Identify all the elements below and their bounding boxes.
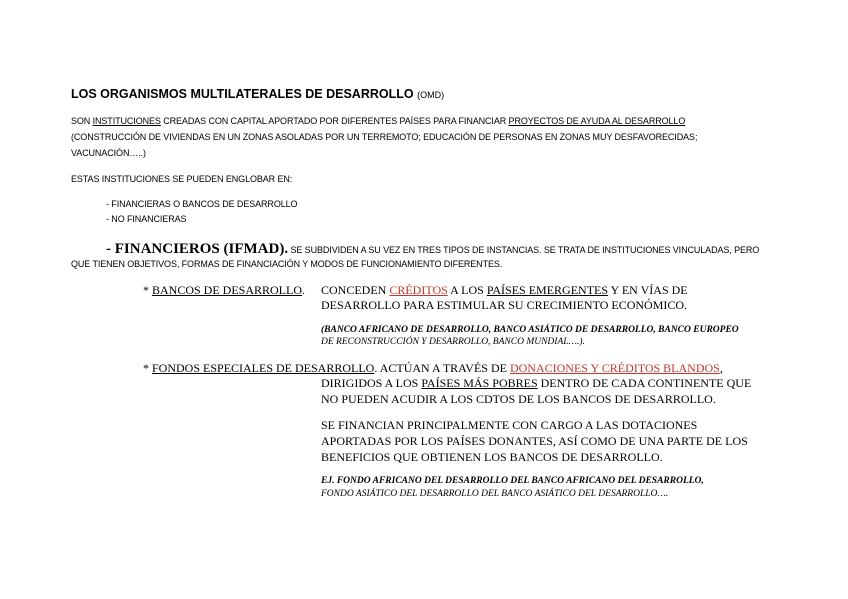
text: CONCEDEN bbox=[321, 283, 390, 297]
bullet-star: * bbox=[143, 283, 152, 297]
fondos-p2-line-1: SE FINANCIAN PRINCIPALMENTE CON CARGO A LAS DOTACIONES bbox=[321, 418, 698, 432]
text: DIRIGIDOS A LOS bbox=[321, 376, 422, 390]
text: Y EN VÍAS DE bbox=[608, 283, 688, 297]
fondos-p2-line-3: BENEFICIOS QUE OBTIENEN LOS BANCOS DE DESARROLLO. bbox=[321, 450, 663, 464]
text: , bbox=[719, 361, 723, 375]
financieros-desc: SE SUBDIVIDEN A SU VEZ EN TRES TIPOS DE INSTANCIAS. SE TRATA DE INSTITUCIONES VINCULADAS, PERO bbox=[288, 245, 760, 255]
title-abbr: (OMD) bbox=[417, 90, 445, 100]
fondos-p2-line-2: APORTADAS POR LOS PAÍSES DONANTES, ASÍ COMO DE UNA PARTE DE LOS bbox=[321, 434, 748, 448]
title-main: LOS ORGANISMOS MULTILATERALES DE DESARROLLO bbox=[71, 87, 414, 101]
financieros-heading: - FINANCIEROS (IFMAD). bbox=[106, 241, 289, 257]
text: A LOS bbox=[447, 283, 487, 297]
text: FONDO ASIÁTICO DEL DESARROLLO DEL BANCO ASIÁTICO DEL DESARROLLO bbox=[321, 489, 658, 499]
intro-text: SON bbox=[71, 116, 93, 126]
bancos-term: BANCOS DE DESARROLLO bbox=[152, 283, 303, 297]
fondos-line-1 bbox=[143, 361, 723, 376]
type-item-financieras: - FINANCIERAS O BANCOS DE DESARROLLO bbox=[106, 199, 298, 209]
fondos-line-3: NO PUEDEN ACUDIR A LOS CDTOS DE LOS BANCOS DE DESARROLLO. bbox=[321, 392, 716, 406]
paises-emergentes-term: PAÍSES EMERGENTES bbox=[486, 283, 609, 297]
bancos-example-2: DE RECONSTRUCCIÓN Y DESARROLLO, BANCO MUNDIAL….). bbox=[321, 337, 585, 347]
englobar-text: ESTAS INSTITUCIONES SE PUEDEN ENGLOBAR EN: bbox=[71, 174, 293, 184]
text: DENTRO DE CADA CONTINENTE QUE bbox=[537, 376, 752, 390]
intro-line-1 bbox=[71, 116, 685, 126]
instituciones-term: INSTITUCIONES bbox=[92, 116, 161, 126]
type-item-no-financieras: - NO FINANCIERAS bbox=[106, 214, 187, 224]
bancos-text-2: DESARROLLO PARA ESTIMULAR SU CRECIMIENTO ECONÓMICO. bbox=[321, 298, 688, 312]
fondos-term: FONDOS ESPECIALES DE DESARROLLO bbox=[152, 361, 375, 375]
bancos-label bbox=[143, 283, 305, 298]
proyectos-term: PROYECTOS DE AYUDA AL DESARROLLO bbox=[508, 116, 686, 126]
bullet-star: * bbox=[143, 361, 152, 375]
financieros-line-2: QUE TIENEN OBJETIVOS, FORMAS DE FINANCIACIÓN Y MODOS DE FUNCIONAMIENTO DIFERENTES. bbox=[71, 259, 503, 269]
donaciones-term: DONACIONES Y CRÉDITOS BLANDOS bbox=[509, 361, 720, 375]
creditos-term: CRÉDITOS bbox=[389, 283, 448, 297]
fondos-example-1: EJ. FONDO AFRICANO DEL DESARROLLO DEL BANCO AFRICANO DEL DESARROLLO, bbox=[321, 476, 704, 486]
financieros-line-1 bbox=[106, 240, 759, 258]
bancos-example-1: (BANCO AFRICANO DE DESARROLLO, BANCO ASIÁTICO DE DESARROLLO, BANCO EUROPEO bbox=[321, 325, 739, 335]
intro-line-3: VACUNACIÓN…..) bbox=[71, 148, 146, 158]
fondos-example-2 bbox=[321, 489, 668, 499]
intro-line-2: (CONSTRUCCIÓN DE VIVIENDAS EN UN ZONAS ASOLADAS POR UN TERREMOTO; EDUCACIÓN DE PERSONAS EN ZONAS MUY DESFAVORECIDAS; bbox=[71, 132, 698, 142]
paises-pobres-term: PAÍSES MÁS POBRES bbox=[421, 376, 538, 390]
text: …. bbox=[657, 489, 669, 499]
fondos-line-2 bbox=[321, 376, 751, 391]
intro-text: CREADAS CON CAPITAL APORTADO POR DIFERENTES PAÍSES PARA FINANCIAR bbox=[160, 116, 509, 126]
page-title bbox=[71, 87, 444, 101]
bancos-text-1 bbox=[321, 283, 688, 298]
period: . bbox=[302, 283, 306, 297]
text: . ACTÚAN A TRAVÉS DE bbox=[374, 361, 510, 375]
